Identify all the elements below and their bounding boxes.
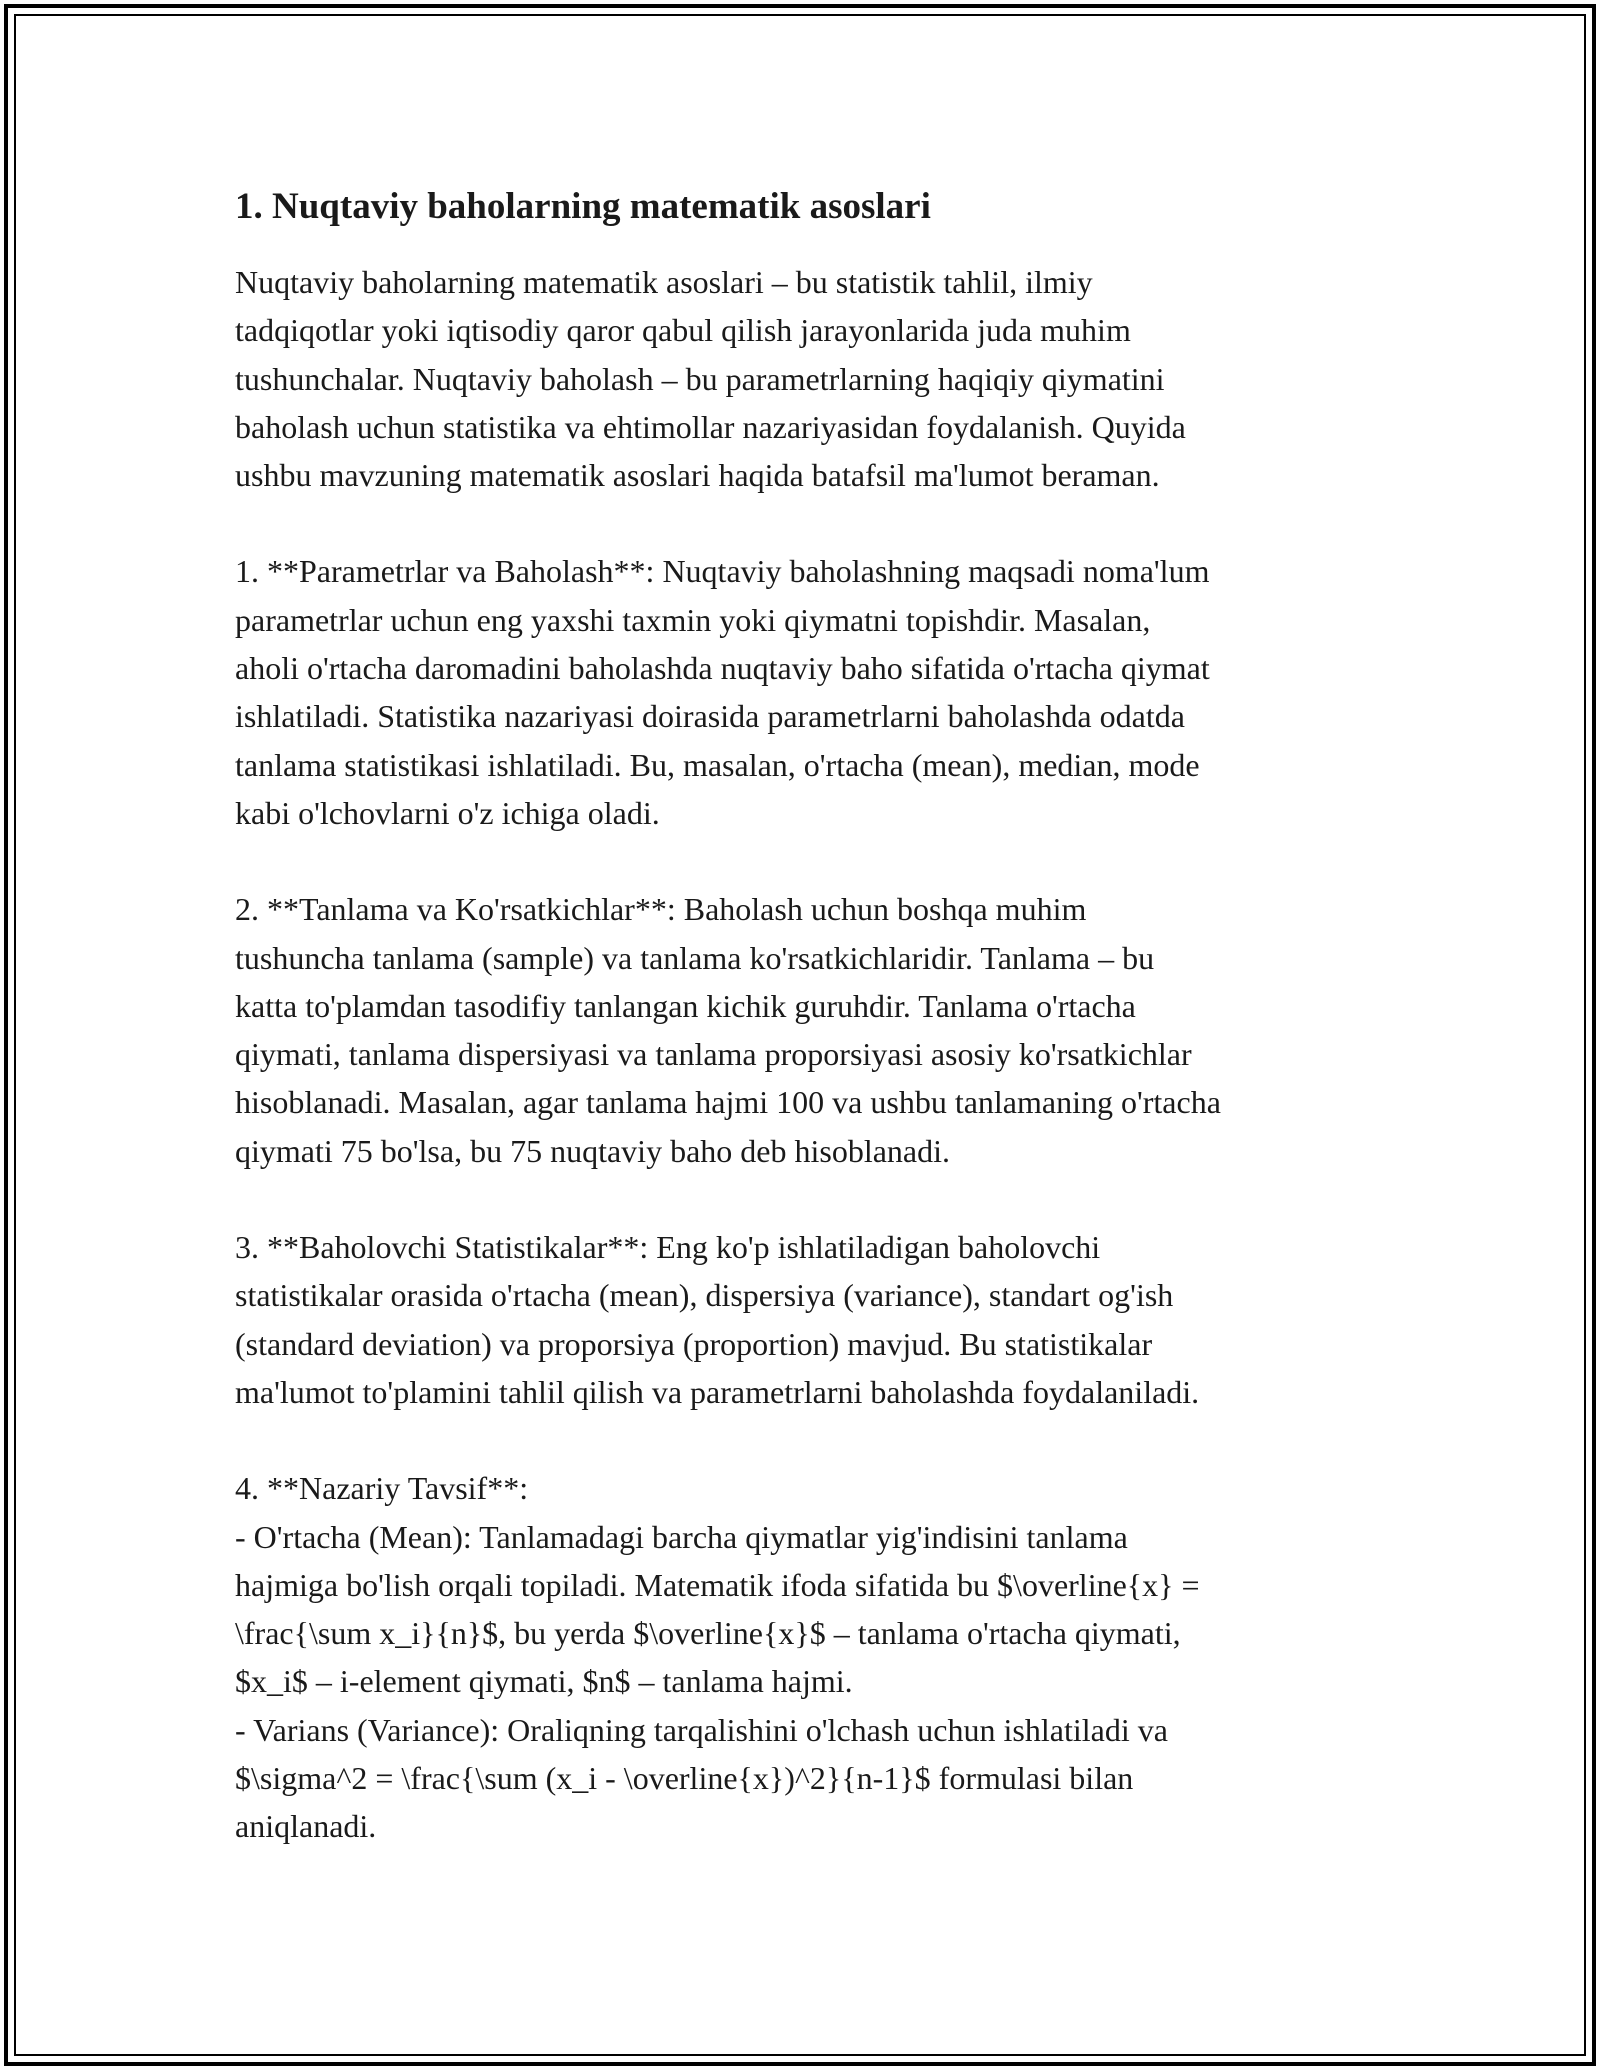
section-baholovchi-statistikalar: 3. **Baholovchi Statistikalar**: Eng ko'p ishlatiladigan baholovchi statistikalar orasida o'rtacha (mean), dispersiya (variance), standart og'ish (standard deviation) va proporsiya (proportion) mavjud. Bu statistikalar ma'lumot to'plamini tahlil qilish va parametrlarni baholashda foydalaniladi. [235,1229,1200,1410]
document-heading: 1. Nuqtaviy baholarning matematik asoslari [235,186,931,227]
intro-paragraph: Nuqtaviy baholarning matematik asoslari – bu statistik tahlil, ilmiy tadqiqotlar yoki iqtisodiy qaror qabul qilish jarayonlarida juda muhim tushunchalar. Nuqtaviy baholash – bu parametrlarning haqiqiy qiymatini baholash uchun statistika va ehtimollar nazariyasidan foydalanish. Quyida ushbu mavzuning matematik asoslari haqida batafsil ma'lumot beraman. [235,264,1186,494]
section-tanlama-va-korsatkichlar: 2. **Tanlama va Ko'rsatkichlar**: Baholash uchun boshqa muhim tushuncha tanlama (sample) va tanlama ko'rsatkichlaridir. Tanlama – bu katta to'plamdan tasodifiy tanlangan kichik guruhdir. Tanlama o'rtacha qiymati, tanlama dispersiyasi va tanlama proporsiyasi asosiy ko'rsatkichlar hisoblanadi. Masalan, agar tanlama hajmi 100 va ushbu tanlamaning o'rtacha qiymati 75 bo'lsa, bu 75 nuqtaviy baho deb hisoblanadi. [235,891,1221,1169]
document-body [235,183,1375,1851]
section-nazariy-tavsif: 4. **Nazariy Tavsif**: - O'rtacha (Mean): Tanlamadagi barcha qiymatlar yig'indisini tanlama hajmiga bo'lish orqali topiladi. Matematik ifoda sifatida bu $\overline{x} = \frac{\sum x_i}{n}$, bu yerda $\overline{x}$ – tanlama o'rtacha qiymati, $x_i$ – i-element qiymati, $n$ – tanlama hajmi. - Varians (Variance): Oraliqning tarqalishini o'lchash uchun ishlatiladi va $\sigma^2 = \frac{\sum (x_i - \overline{x})^2}{n-1}$ formulasi bilan aniqlanadi. [235,1470,1200,1845]
section-parametrlar-va-baholash: 1. **Parametrlar va Baholash**: Nuqtaviy baholashning maqsadi noma'lum parametrlar uchun eng yaxshi taxmin yoki qiymatni topishdir. Masalan, aholi o'rtacha daromadini baholashda nuqtaviy baho sifatida o'rtacha qiymat ishlatiladi. Statistika nazariyasi doirasida parametrlarni baholashda odatda tanlama statistikasi ishlatiladi. Bu, masalan, o'rtacha (mean), median, mode kabi o'lchovlarni o'z ichiga oladi. [235,553,1210,831]
